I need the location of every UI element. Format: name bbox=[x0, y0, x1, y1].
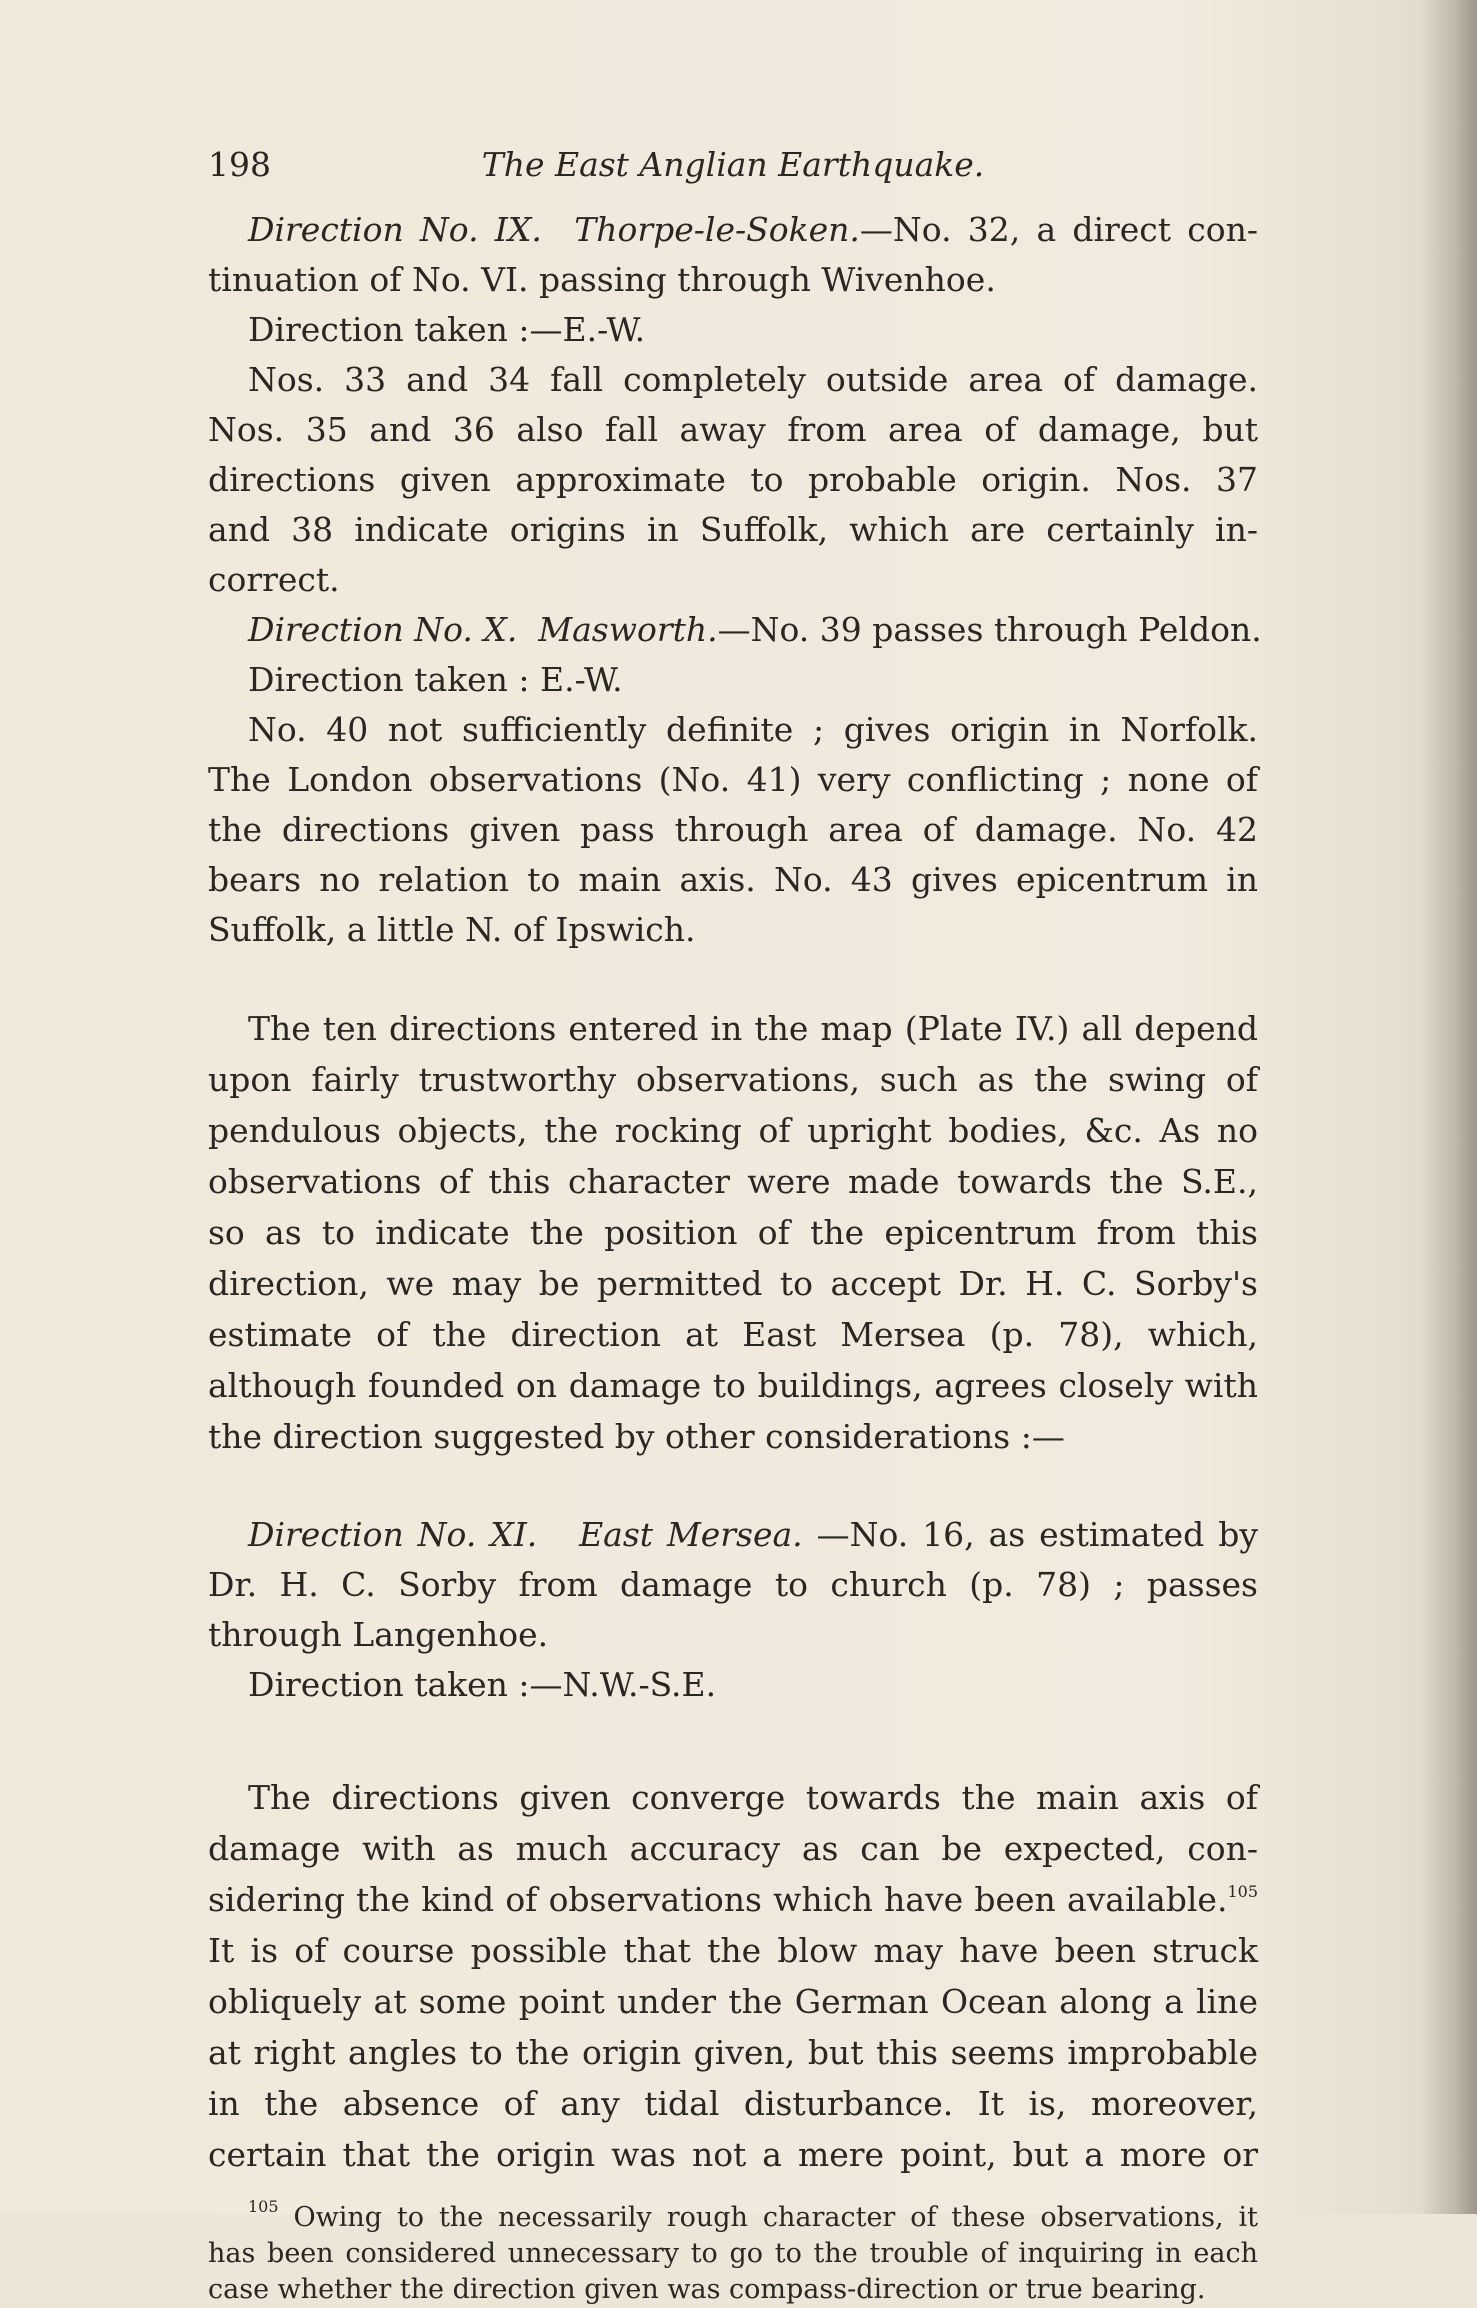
spacer bbox=[208, 955, 1258, 1003]
running-title: The East Anglian Earthquake. bbox=[481, 145, 985, 184]
text-line: Nos. 35 and 36 also fall away from area of damage, but bbox=[208, 410, 1258, 449]
text-line: certain that the origin was not a mere point, but a more or bbox=[208, 2135, 1258, 2174]
text-line: Dr. H. C. Sorby from damage to church (p. 78) ; passes bbox=[208, 1565, 1258, 1604]
text-line: Direction taken :—E.-W. bbox=[248, 310, 646, 349]
text-line: Direction No. XI. East Mersea. —No. 16, as estimated by bbox=[248, 1515, 1258, 1554]
entry-direction-ix bbox=[208, 205, 1258, 605]
text-line: so as to indicate the position of the epicentrum from this bbox=[208, 1213, 1258, 1252]
direction-label: Direction No. X. bbox=[248, 610, 518, 649]
spacer bbox=[208, 1462, 1258, 1510]
text-line: upon fairly trustworthy observations, such as the swing of bbox=[208, 1060, 1258, 1099]
text-line: Nos. 33 and 34 fall completely outside area of damage. bbox=[248, 360, 1258, 399]
text-line: the direction suggested by other considerations :— bbox=[208, 1417, 1065, 1456]
footnote-marker: 105 bbox=[248, 2197, 279, 2216]
direction-label: Direction No. XI. bbox=[248, 1515, 538, 1554]
text-line: It is of course possible that the blow may have been struck bbox=[208, 1931, 1258, 1970]
direction-label: Direction No. IX. bbox=[248, 210, 542, 249]
footnote-reference: 105 bbox=[1227, 1882, 1258, 1901]
footnote bbox=[208, 2197, 1258, 2308]
text-line: observations of this character were made towards the S.E., bbox=[208, 1162, 1258, 1201]
text-line: estimate of the direction at East Mersea (p. 78), which, bbox=[208, 1315, 1258, 1354]
text-line: directions given approximate to probable origin. Nos. 37 bbox=[208, 460, 1258, 499]
binding-gutter-shadow bbox=[1422, 0, 1477, 2214]
place-name: East Mersea. bbox=[579, 1515, 803, 1554]
text-line: pendulous objects, the rocking of upright bodies, &c. As no bbox=[208, 1111, 1258, 1150]
text-line: through Langenhoe. bbox=[208, 1615, 549, 1654]
place-name: Thorpe-le-Soken. bbox=[574, 210, 860, 249]
entry-direction-x bbox=[208, 605, 1262, 955]
text-line: in the absence of any tidal disturbance. It is, moreover, bbox=[208, 2084, 1258, 2123]
text-line: Direction No. IX. Thorpe-le-Soken.—No. 32, a direct con- bbox=[248, 210, 1259, 249]
text-line: obliquely at some point under the German Ocean along a line bbox=[208, 1982, 1258, 2021]
text-line: Direction taken : E.-W. bbox=[248, 660, 623, 699]
text-line: direction, we may be permitted to accept Dr. H. C. Sorby's bbox=[208, 1264, 1258, 1303]
footnote-line: $^{105}$ Owing to the necessarily rough character of these observations, it bbox=[248, 2197, 1258, 2233]
text-line: The ten directions entered in the map (Plate IV.) all depend bbox=[248, 1009, 1258, 1048]
text-line: correct. bbox=[208, 560, 340, 599]
footnote-line: case whether the direction given was compass-direction or true bearing. bbox=[208, 2274, 1206, 2305]
page-text bbox=[208, 120, 1262, 2308]
text-line: No. 40 not sufficiently definite ; gives origin in Norfolk. bbox=[248, 710, 1258, 749]
text-line: The London observations (No. 41) very conflicting ; none of bbox=[208, 760, 1258, 799]
text-line: and 38 indicate origins in Suffolk, which are certainly in- bbox=[208, 510, 1258, 549]
spacer bbox=[208, 1710, 1258, 1772]
text-line: at right angles to the origin given, but this seems improbable bbox=[208, 2033, 1258, 2072]
paragraph-ten-directions bbox=[208, 1003, 1258, 1462]
text-line: The directions given converge towards the main axis of bbox=[248, 1778, 1258, 1817]
text-line: bears no relation to main axis. No. 43 gives epicentrum in bbox=[208, 860, 1258, 899]
footnote-line: has been considered unnecessary to go to the trouble of inquiring in each bbox=[208, 2238, 1258, 2269]
text-line: Direction No. X. Masworth.—No. 39 passes through Peldon. bbox=[248, 610, 1262, 649]
paragraph-directions-converge bbox=[208, 1772, 1258, 2180]
entry-direction-xi bbox=[208, 1510, 1258, 1710]
place-name: Masworth. bbox=[538, 610, 718, 649]
text-line: Suffolk, a little N. of Ipswich. bbox=[208, 910, 696, 949]
text-line: damage with as much accuracy as can be expected, con- bbox=[208, 1829, 1258, 1868]
text-line: the directions given pass through area of damage. No. 42 bbox=[208, 810, 1258, 849]
text-line: sidering the kind of observations which have been available.$^{105}$ bbox=[208, 1880, 1258, 1919]
text-line: tinuation of No. VI. passing through Wivenhoe. bbox=[208, 260, 996, 299]
text-line: although founded on damage to buildings, agrees closely with bbox=[208, 1366, 1258, 1405]
text-line: Direction taken :—N.W.-S.E. bbox=[248, 1665, 717, 1704]
page-number: 198 bbox=[208, 145, 271, 184]
running-header bbox=[208, 120, 1258, 184]
